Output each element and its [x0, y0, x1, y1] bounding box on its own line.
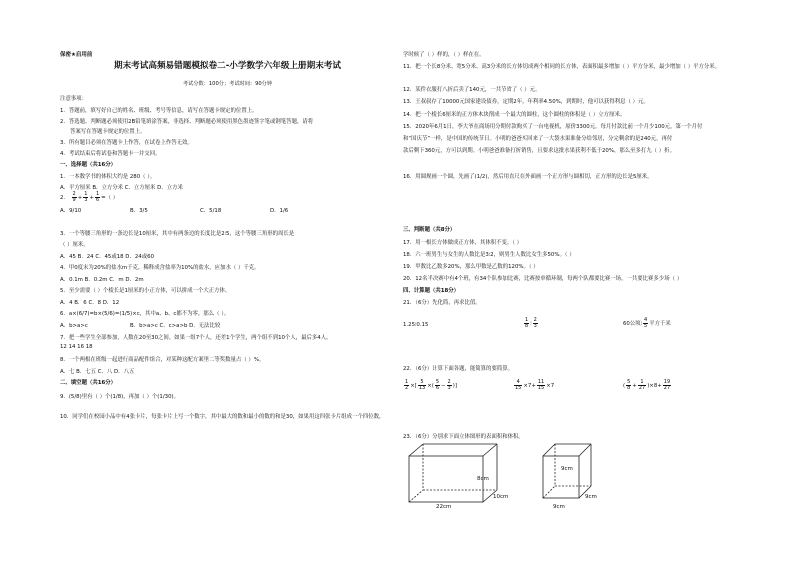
question-21-expr-c: 60公顷∶ $\frac{4}{5}$ 平方千米 [623, 317, 671, 329]
question-16: 16．用圆规画一个圆，先画了(1/2)，然后用直尺在外面画一个正方形与圆相切，正方形的边长是5厘米。 [403, 174, 653, 180]
question-9: 9．(5/8)里有（ ）个(1/8)，再加（ ）个(1/30)。 [60, 394, 180, 400]
cube-figure [543, 444, 597, 510]
question-1-options: A．平方厘米 B．立方分米 C．立方厘米 D．立方米 [60, 185, 183, 191]
question-7-options: 12 14 16 18 [60, 344, 93, 350]
question-15-cont2: 款后剩下360元，方可以到期。小明爸爸准备打折销售，且要求这批水果获利不低于20%，那么至多打九（ ）折。 [403, 148, 675, 154]
section-calc-title: 四、计算题（共18分） [403, 288, 460, 294]
solid-figures [403, 440, 733, 510]
question-22-expr-c: ( $\frac{5}{8}$ + $\frac{1}{27}$ )×8+ $\frac{19}{27}$ [623, 379, 671, 391]
question-22-expr-a: $\frac{1}{2}$ ×[ $\frac{5}{13}$ ×( $\frac{5}{6}$ − $\frac{2}{3}$ )] [405, 379, 457, 391]
question-20: 20．12名半决赛中有4个班，有34个队参加比赛，比赛按单循环制，每两个队都要比赛一场，一共要比赛多少场（ ） [403, 276, 683, 282]
question-8-options: A．七 B．七五 C．八 D．八五 [60, 369, 135, 375]
question-14: 14．把一个棱长6厘米的正方体木块削成一个最大的圆柱，这个圆柱的体积是（ ）立方厘米。 [403, 112, 626, 118]
secret-label: 保密★启用前 [60, 52, 93, 58]
question-12: 12．某件衣服打八折后卖了140元，一共节省了（ ）元。 [403, 87, 541, 93]
cube-edge-label-b: 9cm [585, 494, 597, 500]
note-item: 答案写在答题卡规定的位置上。 [70, 129, 146, 135]
question-4-options: A．0.1m B．0.2m C．m D．2m [60, 277, 144, 283]
section-judge-title: 三、判断题（共8分） [403, 227, 456, 233]
question-2-options: A．9/10 B．3/5 C．5/18 D．1/6 [60, 208, 289, 214]
section-fill-title: 二、填空题（共16分） [60, 380, 117, 386]
question-3-options: A．45 B．24 C．45或18 D．24或60 [60, 254, 154, 260]
page-title: 期末考试高频易错题模拟卷二-小学数学六年级上册期末考试 [113, 61, 341, 71]
question-22-expr-b: $\frac{4}{15}$ ×7+ $\frac{11}{15}$ ×7 [515, 379, 555, 391]
question-5-options: A．4 B．6 C．8 D．12 [60, 300, 120, 306]
question-17: 17．用一根长方体做成正方体，其体积不变。（ ） [403, 240, 523, 246]
question-1: 1．一本数学书的体积大约是 280（ ）。 [60, 174, 156, 180]
cuboid-figure [409, 444, 508, 510]
cuboid-depth-label: 8cm [477, 476, 489, 482]
question-11: 11．把一个长8分米、宽5分米、高3分米的长方体切成两个相同的长方体，表面积最多增加（ ）平方分米，最少增加（ ）平方分米。 [403, 64, 721, 70]
question-10-cont: 学时候了（ ）样的，（ ）样在在。 [403, 52, 485, 58]
question-21: 21．（6分）先化简，再求比值。 [403, 300, 481, 306]
note-item: 4．考试结束后将试卷和答题卡一并交回。 [60, 151, 161, 157]
note-item: 3．所有题目必须在答题卡上作答，在试卷上作答无效。 [60, 140, 193, 146]
question-3-cont: （ ）厘米。 [60, 242, 89, 248]
question-21-expr-a: 1.25∶0.15 [403, 322, 429, 328]
question-7: 7．把一些学生全部参加，人数在20至30之间。如果一组7个人，还差1个学生，两个组不到10个人，最后多4人。 [60, 335, 332, 341]
question-2: 2． $\frac{2}{9}$ + $\frac{1}{3}$ + $\frac{1}{6}$ =（ ） [60, 191, 119, 203]
cuboid-height-label: 10cm [493, 494, 509, 500]
question-13: 13．王叔叔存了10000元国家建设债券，定期2年，年利率4.50%，到期时，他可以获得利息（ ）元。 [403, 99, 649, 105]
question-15: 15．2020年6月1日，李大爷在商场用分期付款购买了一台电视机，原价3300元。每月付款比前一个月少100元，第一个月付 [403, 124, 703, 130]
cuboid-length-label: 22cm [436, 504, 452, 510]
cube-edge-label-c: 9cm [553, 504, 565, 510]
question-10: 10．同学们在校园小品中有4张卡片，每张卡片上写一个数字，其中最大的数和最小的数的和是30，如果用这四张卡片组成一个四位数， [60, 414, 385, 420]
note-item: 2．答选题、判断题必须使用2B铅笔填涂答案，非选择、判断题必须使用黑色墨迹签字笔或钢笔答题，请将 [60, 119, 314, 125]
question-23: 23．（6分）分别求下面立体图形的表面积和体积。 [403, 434, 524, 440]
question-3: 3．一个等腰三角形的一条边长是10厘米，其中有两条边的长度比是2∶5，这个等腰三角形的周长是 [60, 231, 295, 237]
question-6: 6．a×(6/7)=b×(5/6)=(1/5)×c，其中a、b、c都不为零，那么（ ）。 [60, 311, 230, 317]
note-item: 1．答题前，填写好自己的姓名、班级、考号等信息，请写在答题卡规定的位置上。 [60, 108, 258, 114]
question-15-cont: 和“国庆节”一样，是中国的传统节日。小明的爸爸买回来了一大袋水果准备分给邻居，分完剩余的是240元，再付 [403, 136, 673, 142]
question-6-options: A．b>a>c B．b>a>c C．c>a>b D．无法比较 [60, 323, 221, 329]
question-8: 8．一个两根在班级一起进行商品配件组合，对某种这配方案里二等奖数量占（ ）%。 [60, 357, 265, 363]
question-21-expr-b: $\frac{1}{8}$ ∶ $\frac{2}{3}$ [525, 317, 537, 329]
question-4: 4．甲0度末为20%的盐水m千克，稀释成含盐率为10%的盐水，应加水（ ）千克。 [60, 265, 260, 271]
question-22: 22．（6分）计算下面各题，能简算的要简算。 [403, 366, 514, 372]
exam-info: 考试分数：100分；考试时间：90分钟 [182, 81, 273, 87]
notes-heading: 注意事项： [60, 96, 87, 102]
cube-edge-label-a: 9cm [561, 466, 573, 472]
section-choice-title: 一、选择题（共16分） [60, 162, 117, 168]
question-18: 18．六一班男生与女生的人数比是3∶2，则男生人数比女生多50%。（ ） [403, 252, 575, 258]
question-19: 19．甲数比乙数多20%，那么甲数是乙数的120%。（ ） [403, 264, 539, 270]
question-5: 5．至少需要（ ）个棱长是1厘米的小正方体，可以拼成一个大正方体。 [60, 288, 231, 294]
